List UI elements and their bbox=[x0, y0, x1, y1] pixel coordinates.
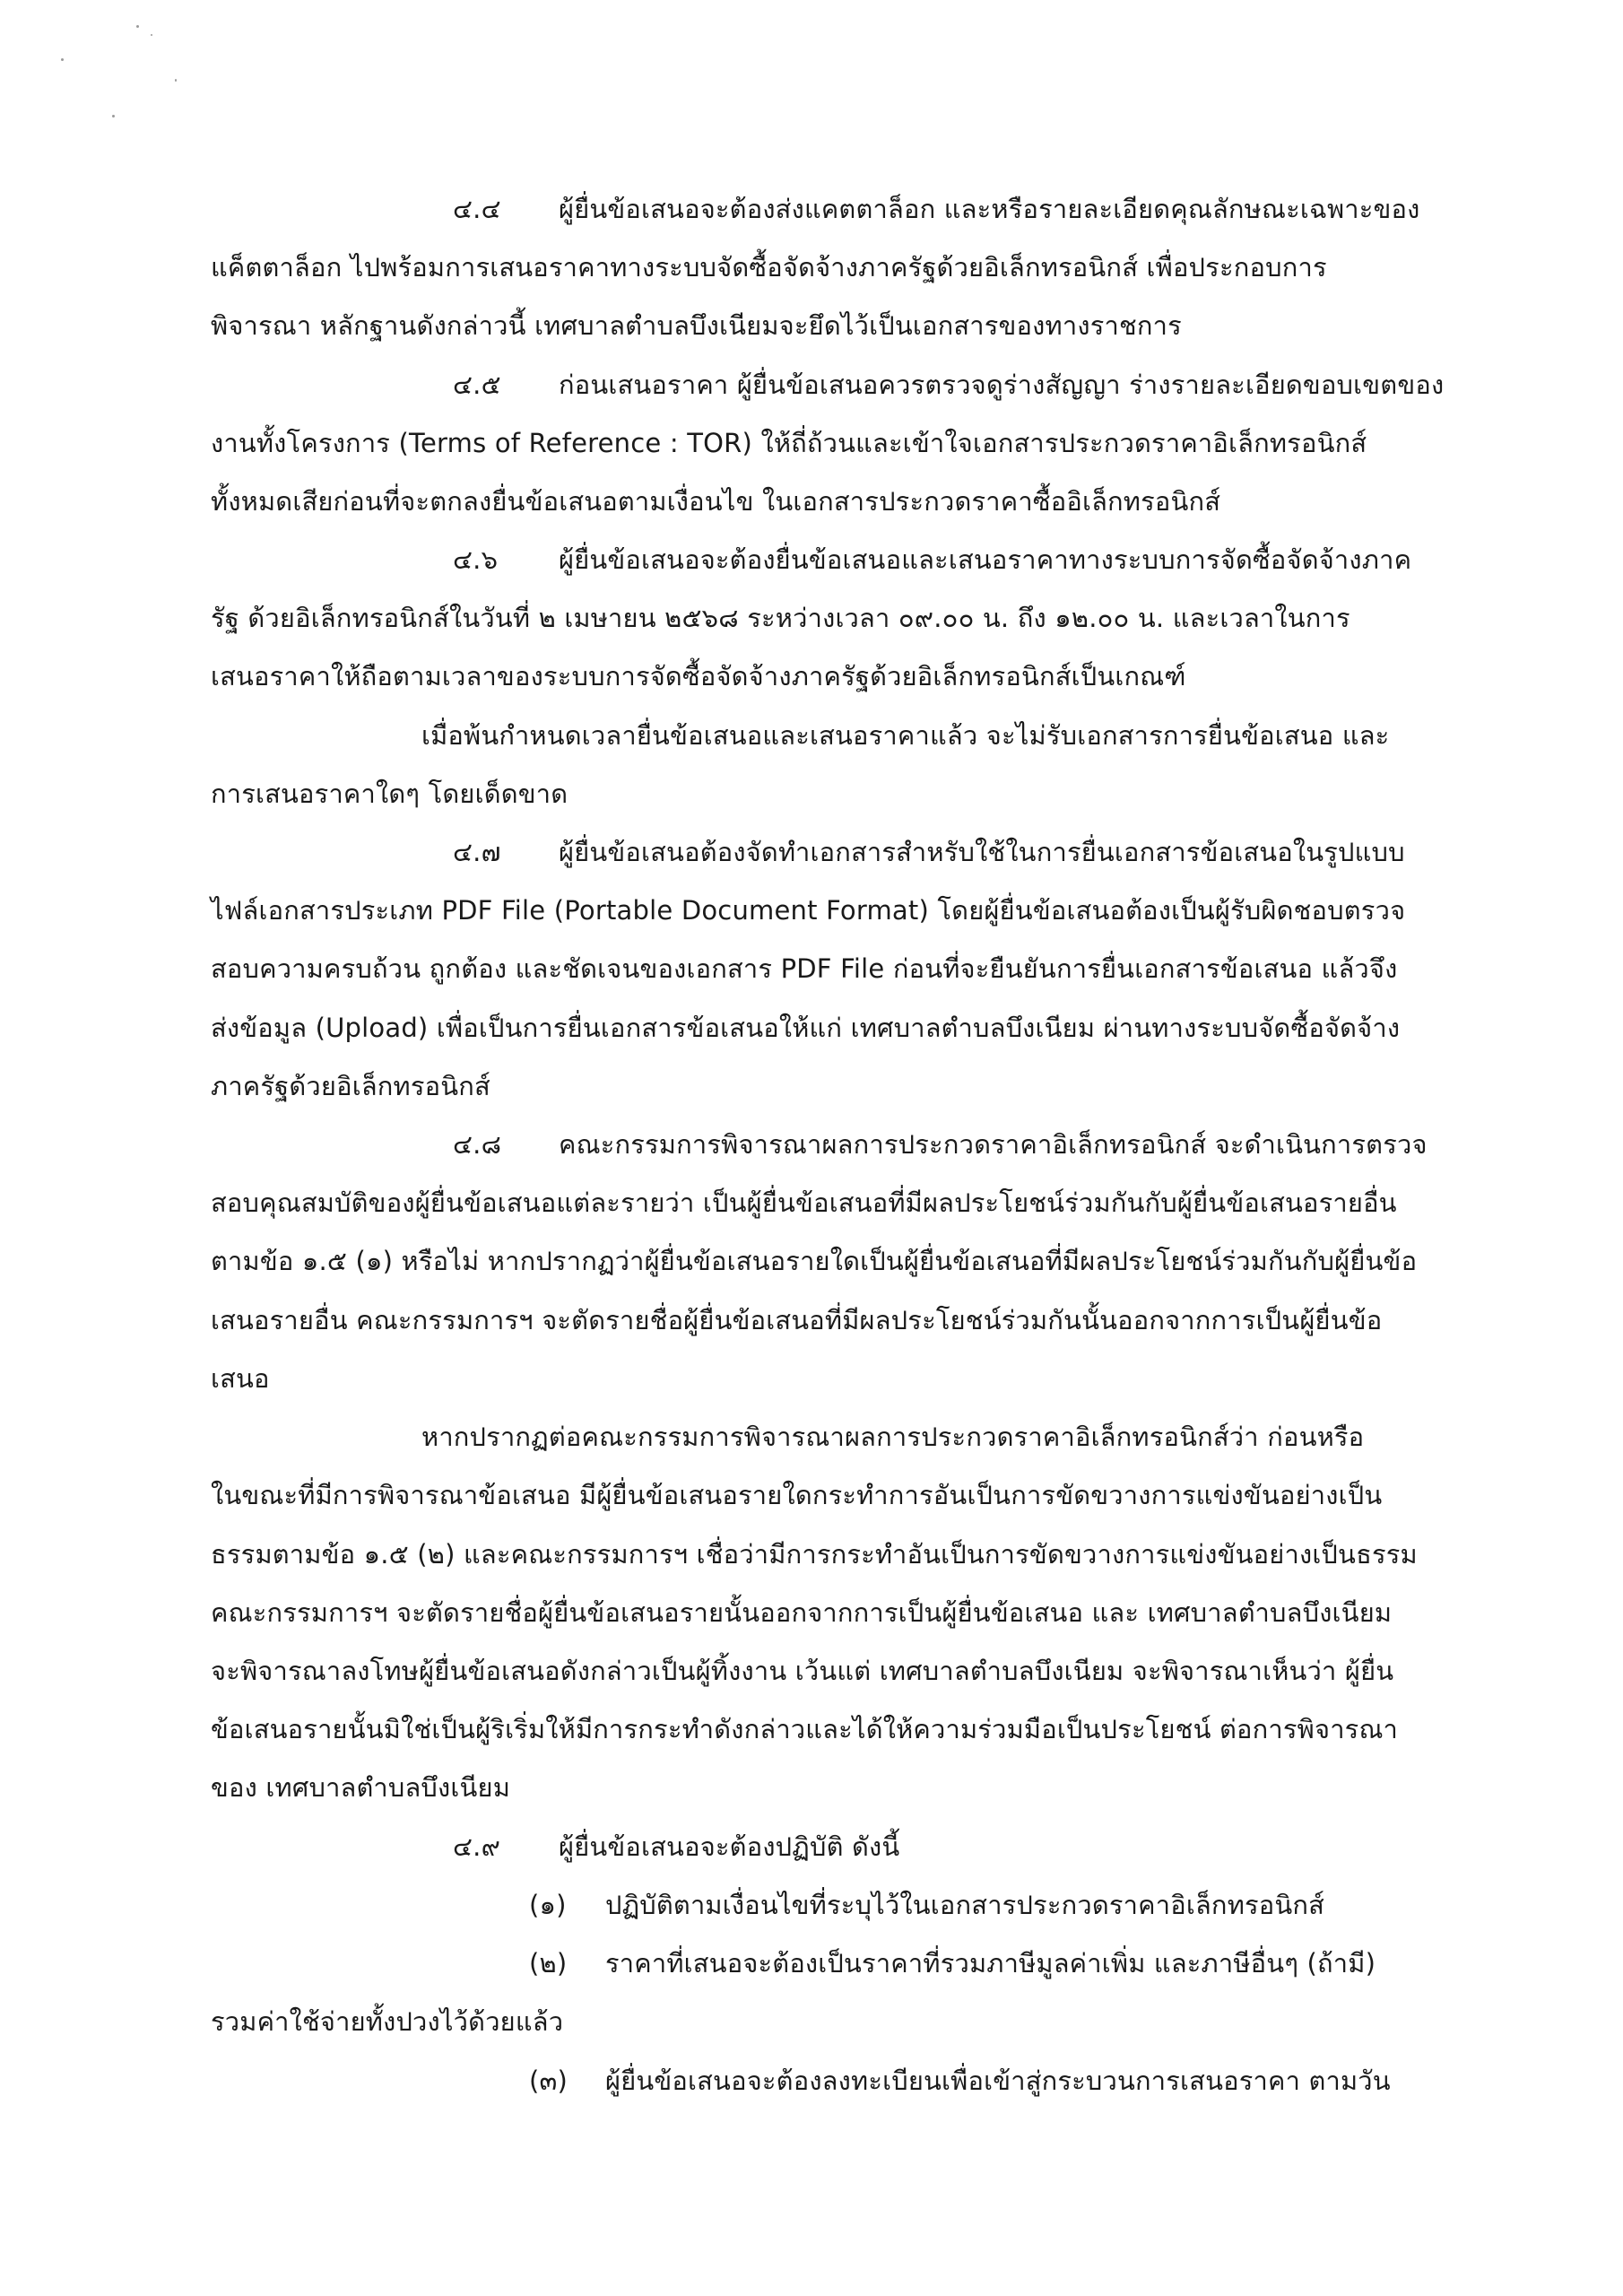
clause-heading-line bbox=[453, 191, 1444, 227]
clause-number: ๔.๙ bbox=[453, 1831, 501, 1862]
text-line: ภาครัฐด้วยอิเล็กทรอนิกส์ bbox=[211, 1071, 490, 1101]
sub-item-number: (๒) bbox=[529, 1948, 568, 1979]
text-line: สอบคุณสมบัติของผู้ยื่นข้อเสนอแต่ละรายว่า เป็นผู้ยื่นข้อเสนอที่มีผลประโยชน์ร่วมกันกับผู้ยื่นข้อเสนอรายอื่น bbox=[211, 1187, 1397, 1218]
scan-speck bbox=[136, 25, 139, 28]
text-line: งานทั้งโครงการ (Terms of Reference : TOR) ให้ถี่ถ้วนและเข้าใจเอกสารประกวดราคาอิเล็กทรอนิกส์ bbox=[211, 428, 1367, 458]
scan-speck bbox=[175, 79, 177, 82]
clause-number: ๔.๘ bbox=[453, 1129, 502, 1160]
clause-number: ๔.๔ bbox=[453, 194, 501, 224]
text-line: ธรรมตามข้อ ๑.๕ (๒) และคณะกรรมการฯ เชื่อว่ามีการกระทำอันเป็นการขัดขวางการแข่งขันอย่างเป็นธรรม bbox=[211, 1539, 1418, 1570]
line-text: คณะกรรมการพิจารณาผลการประกวดราคาอิเล็กทรอนิกส์ จะดำเนินการตรวจ bbox=[559, 1129, 1428, 1160]
clause-number: ๔.๗ bbox=[453, 837, 501, 867]
clause-heading-line bbox=[453, 1126, 1444, 1162]
text-line: ของ เทศบาลตำบลบึงเนียม bbox=[211, 1772, 511, 1803]
clause-heading-line bbox=[453, 367, 1444, 403]
text-line: รวมค่าใช้จ่ายทั้งปวงไว้ด้วยแล้ว bbox=[211, 2006, 564, 2037]
sub-item-line bbox=[529, 1945, 1444, 1981]
sub-item-number: (๓) bbox=[529, 2066, 568, 2096]
text-line: ไฟล์เอกสารประเภท PDF File (Portable Document Format) โดยผู้ยื่นข้อเสนอต้องเป็นผู้รับผิดชอบตรวจ bbox=[211, 895, 1406, 926]
line-text: ผู้ยื่นข้อเสนอจะต้องยื่นข้อเสนอและเสนอราคาทางระบบการจัดซื้อจัดจ้างภาค bbox=[559, 544, 1412, 575]
text-line: แค็ตตาล็อก ไปพร้อมการเสนอราคาทางระบบจัดซื้อจัดจ้างภาครัฐด้วยอิเล็กทรอนิกส์ เพื่อประกอบการ bbox=[211, 252, 1327, 283]
clause-number: ๔.๕ bbox=[453, 370, 501, 400]
text-line: หากปรากฏต่อคณะกรรมการพิจารณาผลการประกวดราคาอิเล็กทรอนิกส์ว่า ก่อนหรือ bbox=[421, 1422, 1365, 1452]
text-line: ตามข้อ ๑.๕ (๑) หรือไม่ หากปรากฏว่าผู้ยื่นข้อเสนอรายใดเป็นผู้ยื่นข้อเสนอที่มีผลประโยชน์ร่วมกันกับผู้ยื่นข้อ bbox=[211, 1246, 1418, 1276]
text-line: จะพิจารณาลงโทษผู้ยื่นข้อเสนอดังกล่าวเป็นผู้ทิ้งงาน เว้นแต่ เทศบาลตำบลบึงเนียม จะพิจารณาเห็นว่า ผู้ยื่น bbox=[211, 1656, 1394, 1686]
line-text: ผู้ยื่นข้อเสนอจะต้องลงทะเบียนเพื่อเข้าสู่กระบวนการเสนอราคา ตามวัน bbox=[605, 2066, 1391, 2096]
sub-item-line bbox=[529, 2063, 1444, 2099]
text-line: เมื่อพ้นกำหนดเวลายื่นข้อเสนอและเสนอราคาแล้ว จะไม่รับเอกสารการยื่นข้อเสนอ และ bbox=[421, 720, 1390, 751]
text-line: ส่งข้อมูล (Upload) เพื่อเป็นการยื่นเอกสารข้อเสนอให้แก่ เทศบาลตำบลบึงเนียม ผ่านทางระบบจัดซื้อจัดจ้าง bbox=[211, 1013, 1401, 1043]
line-text: ผู้ยื่นข้อเสนอจะต้องปฏิบัติ ดังนี้ bbox=[559, 1831, 900, 1862]
scan-speck bbox=[151, 34, 152, 36]
text-line: คณะกรรมการฯ จะตัดรายชื่อผู้ยื่นข้อเสนอรายนั้นออกจากการเป็นผู้ยื่นข้อเสนอ และ เทศบาลตำบลบึงเนียม bbox=[211, 1597, 1393, 1628]
text-line: ในขณะที่มีการพิจารณาข้อเสนอ มีผู้ยื่นข้อเสนอรายใดกระทำการอันเป็นการขัดขวางการแข่งขันอย่างเป็น bbox=[211, 1480, 1383, 1510]
sub-item-number: (๑) bbox=[529, 1890, 567, 1920]
line-text: ก่อนเสนอราคา ผู้ยื่นข้อเสนอควรตรวจดูร่างสัญญา ร่างรายละเอียดขอบเขตของ bbox=[559, 370, 1445, 400]
text-line: ทั้งหมดเสียก่อนที่จะตกลงยื่นข้อเสนอตามเงื่อนไข ในเอกสารประกวดราคาซื้ออิเล็กทรอนิกส์ bbox=[211, 486, 1221, 517]
text-line: การเสนอราคาใดๆ โดยเด็ดขาด bbox=[211, 778, 568, 809]
clause-heading-line bbox=[453, 542, 1444, 578]
line-text: ผู้ยื่นข้อเสนอต้องจัดทำเอกสารสำหรับใช้ในการยื่นเอกสารข้อเสนอในรูปแบบ bbox=[559, 837, 1405, 867]
text-line: เสนอ bbox=[211, 1363, 270, 1394]
clause-heading-line bbox=[453, 834, 1444, 870]
line-text: ราคาที่เสนอจะต้องเป็นราคาที่รวมภาษีมูลค่าเพิ่ม และภาษีอื่นๆ (ถ้ามี) bbox=[605, 1948, 1376, 1979]
text-line: เสนอราคาให้ถือตามเวลาของระบบการจัดซื้อจัดจ้างภาครัฐด้วยอิเล็กทรอนิกส์เป็นเกณฑ์ bbox=[211, 661, 1186, 691]
text-line: สอบความครบถ้วน ถูกต้อง และชัดเจนของเอกสาร PDF File ก่อนที่จะยืนยันการยื่นเอกสารข้อเสนอ แล้วจึง bbox=[211, 953, 1398, 984]
clause-heading-line bbox=[453, 1829, 1444, 1865]
text-line: เสนอรายอื่น คณะกรรมการฯ จะตัดรายชื่อผู้ยื่นข้อเสนอที่มีผลประโยชน์ร่วมกันนั้นออกจากการเป็นผู้ยื่นข้อ bbox=[211, 1305, 1383, 1335]
text-line: รัฐ ด้วยอิเล็กทรอนิกส์ในวันที่ ๒ เมษายน ๒๕๖๘ ระหว่างเวลา ๐๙.๐๐ น. ถึง ๑๒.๐๐ น. และเวลาในการ bbox=[211, 603, 1350, 633]
clause-number: ๔.๖ bbox=[453, 544, 499, 575]
sub-item-line bbox=[529, 1887, 1444, 1923]
scan-speck bbox=[112, 115, 115, 117]
line-text: ผู้ยื่นข้อเสนอจะต้องส่งแคตตาล็อก และหรือรายละเอียดคุณลักษณะเฉพาะของ bbox=[559, 194, 1420, 224]
text-line: พิจารณา หลักฐานดังกล่าวนี้ เทศบาลตำบลบึงเนียมจะยึดไว้เป็นเอกสารของทางราชการ bbox=[211, 310, 1182, 341]
text-line: ข้อเสนอรายนั้นมิใช่เป็นผู้ริเริ่มให้มีการกระทำดังกล่าวและได้ให้ความร่วมมือเป็นประโยชน์ ต่อการพิจารณา bbox=[211, 1714, 1399, 1744]
scan-speck bbox=[61, 58, 64, 61]
line-text: ปฏิบัติตามเงื่อนไขที่ระบุไว้ในเอกสารประกวดราคาอิเล็กทรอนิกส์ bbox=[605, 1890, 1325, 1920]
